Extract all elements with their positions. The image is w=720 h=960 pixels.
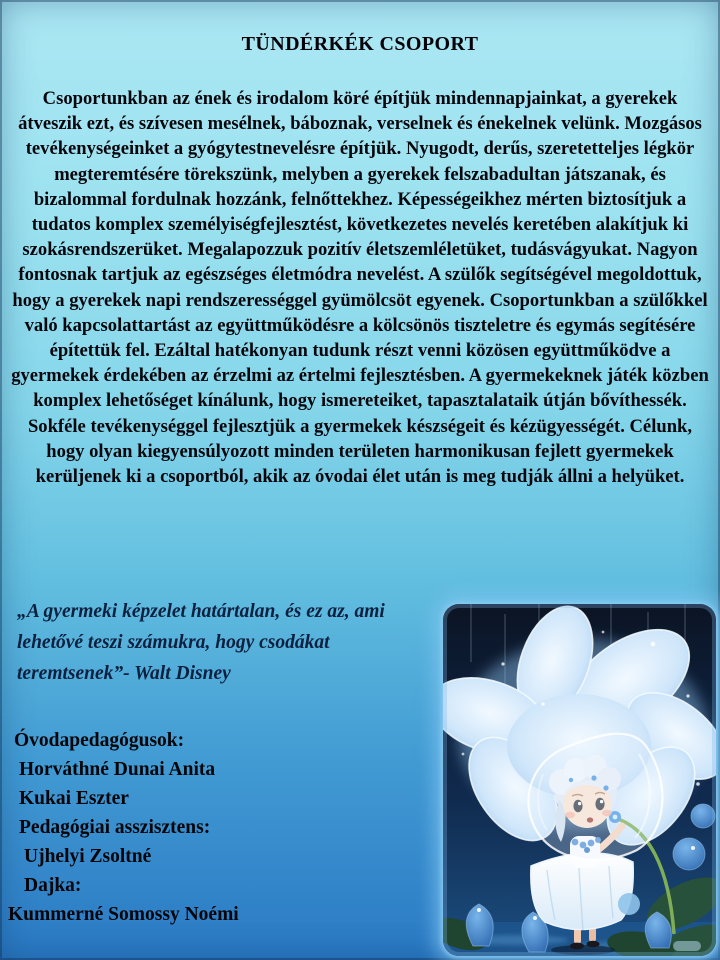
- staff-name: Kummerné Somossy Noémi: [8, 904, 239, 925]
- group-description: Csoportunkban az ének és irodalom köré építjük mindennapjainkat, a gyerekek átveszik ezt, és szívesen mesélnek, báboznak, verselnek és énekelnek velünk. Mozgásos tevékenységeinket a gyógytestnevelésre építjük. Nyugodt, derűs, szeretetteljes légkör megteremtésére törekszünk, melyben a gyerekek felszabadultan játszanak, és bizalommal fordulnak hozzánk, felnőttekhez. Képességeikhez mérten biztosítjuk a tudatos komplex személyiségfejlesztést, következetes nevelés keretében alakítjuk ki szokásrendszerüket. Megalapozzuk pozitív életszemléletüket, tudásvágyukat. Nagyon fontosnak tartjuk az egészséges életmódra nevelést. A szülők segítségével megoldottuk, hogy a gyerekek napi rendszerességgel gyümölcsöt egyenek. Csoportunkban a szülőkkel való kapcsolattartást az együttműködésre a kölcsönös tiszteletre és egymás segítésére építettük fel. Ezáltal hatékonyan tudunk részt venni közösen együttműködve a gyermekek érdekében az érzelmi az értelmi fejlesztésben. A gyermekeknek játék közben komplex lehetőséget kínálunk, hogy ismereteiket, tapasztalataik útján bővíthessék. Sokféle tevékenységgel fejlesztjük a gyermekek készségeit és kézügyességét. Célunk, hogy olyan kiegyensúlyozott minden területen harmonikusan fejlett gyermekek kerüljenek ki a csoportból, akik az óvodai élet után is meg tudják állni a helyüket.: [11, 88, 709, 488]
- staff-name: Ujhelyi Zsoltné: [24, 846, 152, 867]
- staff-name: Horváthné Dunai Anita: [19, 759, 216, 780]
- fairy-photo: [443, 604, 716, 956]
- staff-heading-pedagogical-assistant: Pedagógiai asszisztens:: [19, 817, 211, 838]
- fairy-illustration: [443, 604, 716, 956]
- staff-heading-nanny: Dajka:: [24, 875, 82, 896]
- staff-name: Kukai Eszter: [19, 788, 129, 809]
- page-title: TÜNDÉRKÉK CSOPORT: [241, 33, 479, 55]
- quote-line: lehetővé teszi számukra, hogy csodákat: [17, 632, 330, 653]
- staff-list: [8, 726, 368, 929]
- disney-quote: [17, 596, 453, 689]
- watermark: [673, 941, 701, 951]
- quote-line: „A gyermeki képzelet határtalan, és ez az, ami: [17, 601, 385, 622]
- quote-line: teremtsenek”- Walt Disney: [17, 663, 231, 684]
- staff-heading-kindergarten-teachers: Óvodapedagógusok:: [14, 730, 185, 751]
